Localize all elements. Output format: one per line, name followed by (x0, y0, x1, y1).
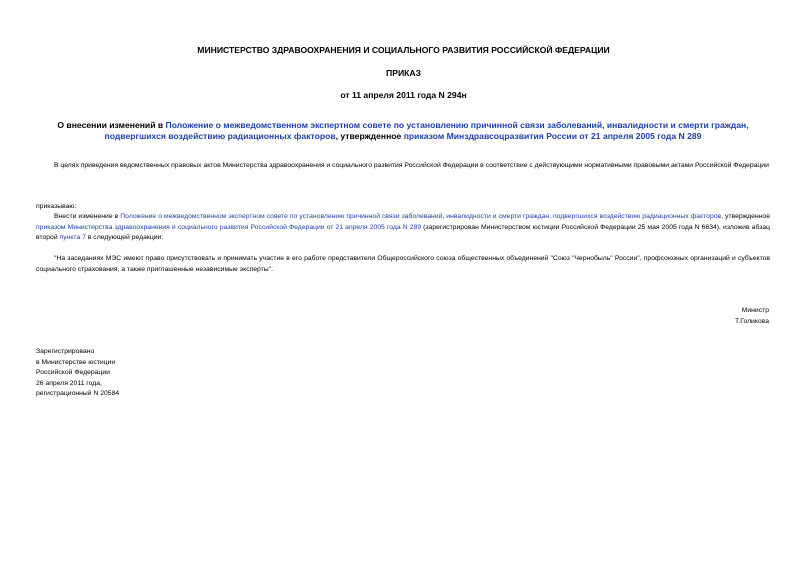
registration-line: Российской Федерации (36, 369, 110, 376)
title-prefix: О внесении изменений в (57, 120, 166, 130)
body-text1: , утвержденное (721, 213, 770, 220)
body-point-link[interactable]: пункта 7 (59, 234, 86, 241)
preamble-paragraph: В целях приведения ведомственных правовых актов Министерства здравоохранения и социального развития Российской Федерации в соответствие с действующими нормативными правовыми актами Российской Федерации (54, 162, 769, 169)
registration-line: в Министерстве юстиции (36, 358, 116, 366)
registration-line: 26 апреля 2011 года, (36, 379, 102, 387)
doc-type-heading: ПРИКАЗ (386, 68, 421, 78)
body-order-link[interactable]: приказом Министерства здравоохранения и социального развития Российской Федерации от 21 апреля 2005 года N 289 (36, 223, 422, 231)
date-number-heading: от 11 апреля 2011 года N 294н (340, 90, 467, 100)
registration-line: регистрационный N 20584 (36, 390, 120, 397)
body-prefix: Внести изменение в (54, 213, 121, 220)
body-text2: (зарегистрирован Министерством юстиции Российской Федерации 25 мая 2005 года N 6634), изложив абзац второй (36, 223, 770, 241)
title-regulation-link[interactable]: Положение о межведомственном экспертном совете по установлению причинной связи заболеваний, инвалидности и смерти граждан, подвергшихся воздействию радиационных факторов (104, 120, 749, 141)
registration-line: Зарегистрировано (36, 348, 95, 355)
document-title (35, 120, 771, 142)
ministry-heading: МИНИСТЕРСТВО ЗДРАВООХРАНЕНИЯ И СОЦИАЛЬНОГО РАЗВИТИЯ РОССИЙСКОЙ ФЕДЕРАЦИИ (197, 45, 610, 55)
title-middle: , утвержденное (335, 131, 404, 141)
signature-name: Т.Голикова (734, 318, 769, 325)
quote-paragraph: "На заседаниях МЭС имеют право присутствовать и принимать участие в его работе представители Общероссийского союза общественных объединений "Союз "Чернобыль" России", профсоюзных организаций и субъектов социального страхования, а также приглашенные независимые эксперты". (36, 255, 770, 273)
body-paragraph (36, 212, 770, 244)
body-text3: в следующей редакции: (85, 234, 164, 241)
signature-position: Министр (741, 307, 769, 314)
registration-block (36, 347, 119, 400)
body-regulation-link[interactable]: Положение о межведомственном экспертном совете по установлению причинной связи заболеваний, инвалидности и смерти граждан, подвергшихся воздействию радиационных факторов (120, 213, 722, 220)
order-word: приказываю: (36, 203, 77, 210)
title-order-link[interactable]: приказом Минздравсоцразвития России от 21 апреля 2005 года N 289 (403, 131, 702, 141)
